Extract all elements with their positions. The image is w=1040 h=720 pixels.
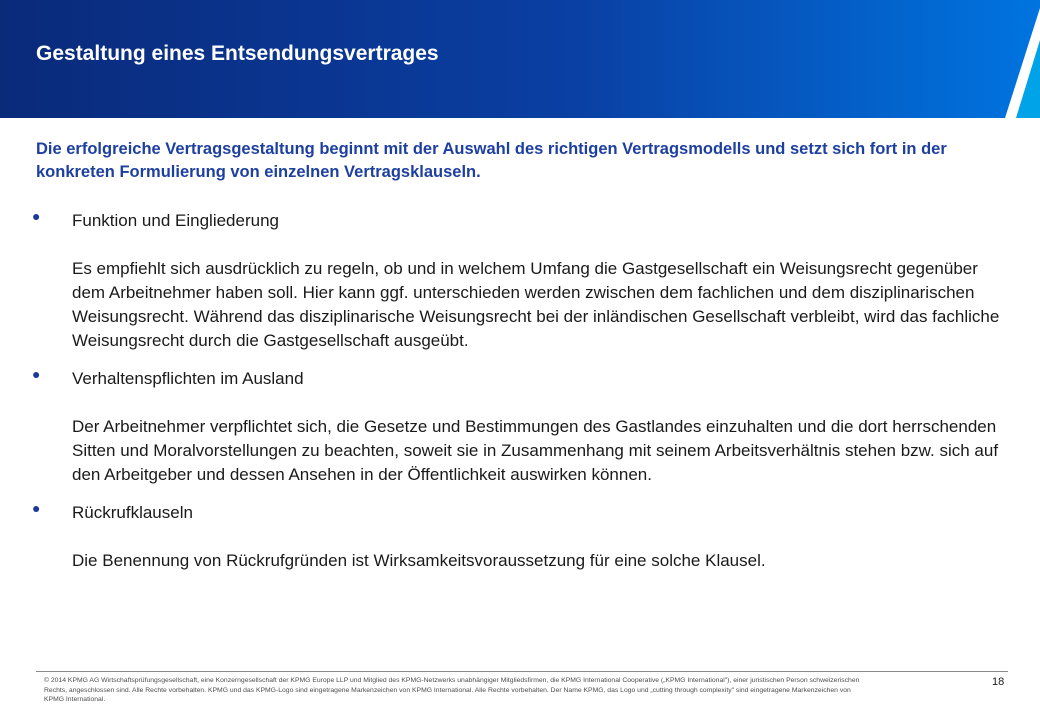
bullet-section: [32, 366, 1004, 487]
bullet-section: [32, 500, 1004, 573]
footer-divider: [36, 671, 1008, 672]
bullet-dot-icon: ●: [32, 208, 41, 224]
header-band: [0, 0, 1040, 118]
section-body: Der Arbeitnehmer verpflichtet sich, die Gesetze und Bestimmungen des Gastlandes einzuhalten und die dort herrschenden Sitten und Moralvorstellungen zu beachten, soweit sie in Zusammenhang mit seinem Arbeitsverhältnis stehen bzw. sich auf den Arbeitgeber und dessen Ansehen in der Öffentlichkeit auswirken können.: [72, 417, 999, 484]
section-heading: Verhaltenspflichten im Ausland: [72, 369, 304, 388]
section-body: Die Benennung von Rückrufgründen ist Wirksamkeitsvoraussetzung für eine solche Klausel.: [72, 551, 766, 570]
section-heading: Funktion und Eingliederung: [72, 211, 279, 230]
bullet-dot-icon: ●: [32, 500, 41, 516]
page-number: 18: [992, 676, 1005, 688]
slide-title: Gestaltung eines Entsendungsvertrages: [36, 42, 439, 65]
bullet-dot-icon: ●: [32, 366, 41, 382]
footer-disclaimer: © 2014 KPMG AG Wirtschaftsprüfungsgesellschaft, eine Konzerngesellschaft der KPMG Europe LLP und Mitglied des KPMG-Netzwerks unabhängiger Mitgliedsfirmen, die KPMG International Cooperative („KPMG International"), einer juristischen Person schweizerischen Rechts, angeschlossen sind. Alle Rechte vorbehalten. KPMG und das KPMG-Logo sind eingetragene Markenzeichen von KPMG International. Alle Rechte vorbehalten. Der Name KPMG, das Logo und „cutting through complexity" sind eingetragene Markenzeichen von KPMG International.: [44, 677, 860, 704]
bullet-section: [32, 208, 1004, 353]
section-heading: Rückrufklauseln: [72, 503, 193, 522]
bullet-list: [32, 208, 1004, 573]
section-body: Es empfiehlt sich ausdrücklich zu regeln, ob und in welchem Umfang die Gastgesellschaft ein Weisungsrecht gegenüber dem Arbeitnehmer haben soll. Hier kann ggf. unterschieden werden zwischen dem fachlichen und dem disziplinarischen Weisungsrecht. Während das disziplinarische Weisungsrecht bei der inländischen Gesellschaft verbleibt, wird das fachliche Weisungsrecht durch die Gastgesellschaft ausgeübt.: [72, 259, 1000, 350]
intro-statement: Die erfolgreiche Vertragsgestaltung beginnt mit der Auswahl des richtigen Vertragsmodells und setzt sich fort in der konkreten Formulierung von einzelnen Vertragsklauseln.: [36, 140, 947, 181]
